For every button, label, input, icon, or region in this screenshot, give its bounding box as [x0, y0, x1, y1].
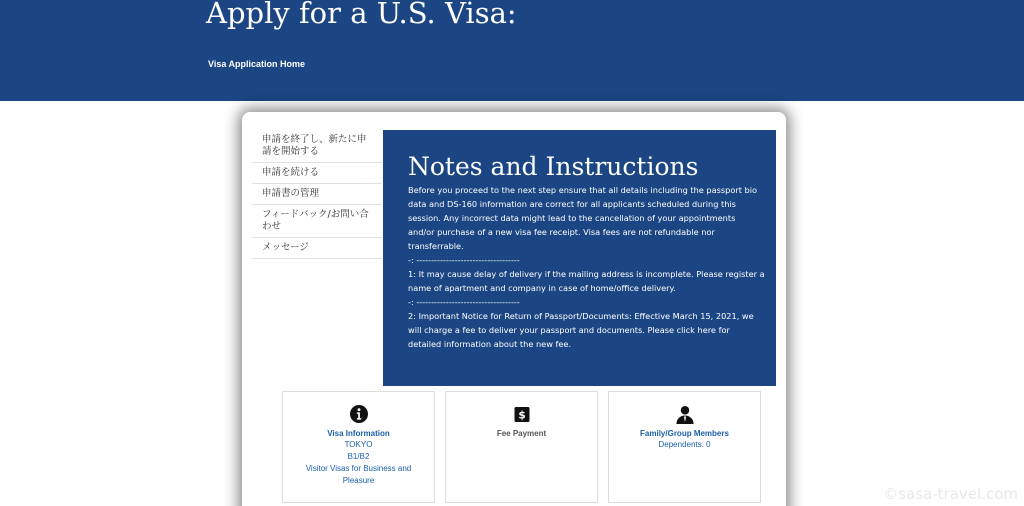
summary-tiles	[282, 391, 762, 503]
sidebar-nav	[252, 130, 382, 259]
visa-information-title[interactable]: Visa Information	[327, 429, 390, 438]
user-icon	[675, 405, 694, 424]
fee-payment-tile[interactable]	[445, 391, 598, 503]
dependents-count: Dependents: 0	[658, 440, 711, 449]
notes-fee-link[interactable]: will charge a fee to deliver your passport and documents. Please click here for	[408, 325, 730, 335]
family-group-title[interactable]: Family/Group Members	[640, 429, 729, 438]
notes-title: Notes and Instructions	[408, 152, 699, 181]
notes-line: session. Any incorrect data might lead to the cancellation of your appointments	[408, 213, 736, 223]
notes-panel	[383, 130, 776, 386]
page-title: Apply for a U.S. Visa:	[206, 0, 517, 30]
notes-line: detailed information about the new fee.	[408, 339, 572, 349]
notes-line: 1: It may cause delay of delivery if the mailing address is incomplete. Please register a	[408, 269, 765, 279]
notes-line: name of apartment and company in case of home/office delivery.	[408, 283, 676, 293]
sidebar-item-feedback[interactable]: フィードバック/お問い合わせ	[252, 205, 382, 238]
visa-post: TOKYO	[344, 440, 373, 449]
visa-application-home-link[interactable]: Visa Application Home	[208, 59, 306, 69]
info-circle-icon	[350, 405, 368, 423]
sidebar-item-manage-applications[interactable]: 申請書の管理	[252, 184, 382, 205]
fee-payment-title[interactable]: Fee Payment	[496, 429, 547, 438]
sidebar-item-restart-application[interactable]: 申請を終了し、新たに申請を開始する	[252, 130, 382, 163]
notes-line: Before you proceed to the next step ensure that all details including the passport bio	[408, 185, 758, 195]
sidebar-item-continue-application[interactable]: 申請を続ける	[252, 163, 382, 184]
notes-divider: -: -----------------------------------	[408, 255, 520, 265]
notes-line: transferrable.	[408, 241, 464, 251]
page-header	[0, 0, 1024, 101]
visa-class: B1/B2	[347, 452, 370, 461]
visa-description-cont: Pleasure	[342, 476, 375, 485]
notes-line: and/or purchase of a new visa fee receipt. Visa fees are not refundable nor	[408, 227, 715, 237]
sidebar-item-messages[interactable]: メッセージ	[252, 238, 382, 259]
watermark: ©sasa-travel.com	[883, 485, 1018, 503]
family-group-tile[interactable]	[608, 391, 761, 503]
svg-text:$: $	[517, 409, 526, 422]
visa-description: Visitor Visas for Business and	[305, 464, 412, 473]
notes-line: data and DS-160 information are correct for all applicants scheduled during this	[408, 199, 736, 209]
dollar-icon	[514, 407, 529, 422]
notes-line: 2: Important Notice for Return of Passport/Documents: Effective March 15, 2021, we	[408, 311, 754, 321]
notes-divider: -: -----------------------------------	[408, 297, 520, 307]
visa-information-tile[interactable]	[282, 391, 435, 503]
